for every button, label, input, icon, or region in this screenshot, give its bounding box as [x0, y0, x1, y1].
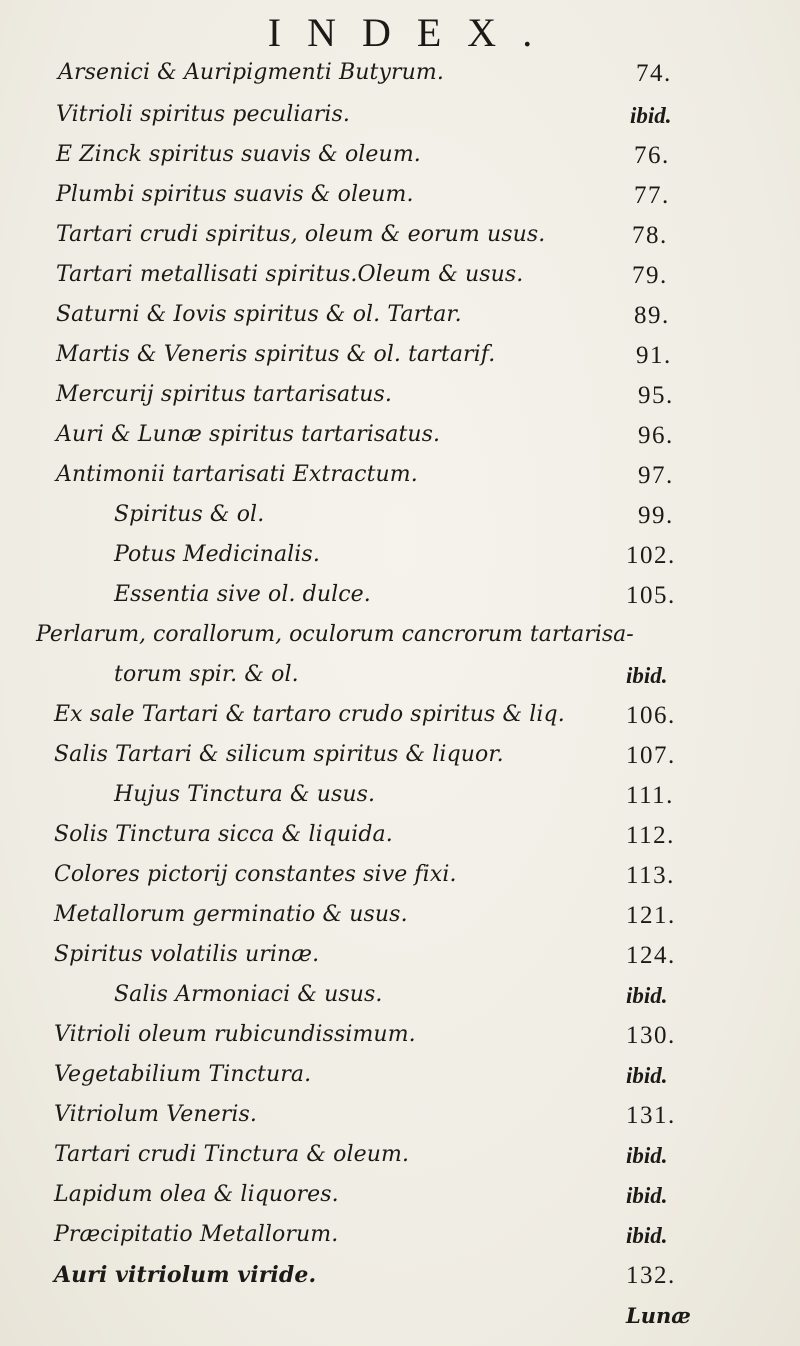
entry-page: 113. [626, 862, 675, 889]
entry-page: 112. [626, 822, 675, 849]
entry-title: Mercurij spiritus tartarisatus. [56, 382, 392, 407]
index-entry [0, 258, 800, 298]
index-entry [0, 1218, 800, 1258]
index-entry [0, 178, 800, 218]
entry-page: 97. [638, 462, 674, 489]
entry-title: Perlarum, corallorum, oculorum cancrorum tartarisa- [36, 622, 634, 647]
entry-title: Antimonii tartarisati Extractum. [56, 462, 418, 487]
index-entry [0, 1178, 800, 1218]
entry-title: Vitrioli spiritus peculiaris. [56, 102, 351, 127]
entry-title: Potus Medicinalis. [114, 542, 320, 567]
entry-page: 107. [626, 742, 676, 769]
entry-title: Vitriolum Veneris. [54, 1102, 257, 1127]
entry-page: 96. [638, 422, 674, 449]
entry-page: 106. [626, 702, 676, 729]
index-entry [0, 1018, 800, 1058]
entry-title: Auri vitriolum viride. [54, 1262, 317, 1288]
entry-page: 99. [638, 502, 674, 529]
entry-title: Præcipitatio Metallorum. [54, 1222, 339, 1247]
entry-page: 105. [626, 582, 676, 609]
entry-title: Spiritus volatilis urinæ. [54, 942, 320, 967]
index-entry [0, 658, 800, 698]
index-entry [0, 1138, 800, 1178]
entry-title: Solis Tinctura sicca & liquida. [54, 822, 393, 847]
index-entry [0, 538, 800, 578]
entry-title: Ex sale Tartari & tartaro crudo spiritus & liq. [54, 702, 565, 727]
entry-page: ibid. [626, 1143, 668, 1168]
index-entry [0, 218, 800, 258]
index-entry [0, 978, 800, 1018]
entry-page: ibid. [626, 1223, 668, 1248]
entry-title: E Zinck spiritus suavis & oleum. [56, 142, 421, 167]
entry-page: 124. [626, 942, 676, 969]
index-entry [0, 138, 800, 178]
entry-title: Spiritus & ol. [114, 502, 265, 527]
entry-title: Metallorum germinatio & usus. [54, 902, 408, 927]
entry-page: 131. [626, 1102, 676, 1129]
index-entry [0, 56, 800, 96]
index-entry [0, 938, 800, 978]
entry-page: ibid. [626, 983, 668, 1008]
index-entry [0, 1258, 800, 1298]
index-entry [0, 578, 800, 618]
index-entry [0, 338, 800, 378]
entry-page: 111. [626, 782, 674, 809]
entry-title: Martis & Veneris spiritus & ol. tartarif. [56, 342, 496, 367]
index-entry [0, 858, 800, 898]
entry-title: Hujus Tinctura & usus. [114, 782, 376, 807]
entry-title: Salis Tartari & silicum spiritus & liquor. [54, 742, 504, 767]
index-entry [0, 458, 800, 498]
entry-page: 76. [634, 142, 670, 169]
entry-page: 91. [636, 342, 672, 369]
entry-page: 78. [632, 222, 668, 249]
entry-page: ibid. [626, 663, 668, 688]
entry-title: Vegetabilium Tinctura. [54, 1062, 312, 1087]
entry-page: 95. [638, 382, 674, 409]
entry-page: 102. [626, 542, 676, 569]
entry-title: Saturni & Iovis spiritus & ol. Tartar. [56, 302, 462, 327]
catchword: Lunæ [626, 1303, 691, 1328]
entry-title: Plumbi spiritus suavis & oleum. [56, 182, 414, 207]
entry-page: 130. [626, 1022, 676, 1049]
entry-title: Auri & Lunæ spiritus tartarisatus. [56, 422, 441, 447]
index-entry [0, 818, 800, 858]
entry-page: 132. [626, 1262, 676, 1289]
index-entry [0, 378, 800, 418]
index-entry [0, 738, 800, 778]
index-entry [0, 1098, 800, 1138]
index-entry [0, 298, 800, 338]
index-entry [0, 698, 800, 738]
entry-page: ibid. [630, 103, 672, 128]
index-entry [0, 618, 800, 658]
entry-title: Arsenici & Auripigmenti Butyrum. [58, 60, 444, 85]
entry-title: Lapidum olea & liquores. [54, 1182, 339, 1207]
entry-page: ibid. [626, 1063, 668, 1088]
entry-page: 79. [632, 262, 668, 289]
entry-page: 89. [634, 302, 670, 329]
entry-page: 77. [634, 182, 670, 209]
entry-page: 121. [626, 902, 676, 929]
index-entry [0, 418, 800, 458]
entry-title: Tartari crudi Tinctura & oleum. [54, 1142, 410, 1167]
index-entry [0, 898, 800, 938]
page-header: INDEX. [267, 10, 559, 55]
entry-title: Tartari metallisati spiritus.Oleum & usus. [56, 262, 524, 287]
index-entry [0, 498, 800, 538]
entry-title: torum spir. & ol. [114, 662, 299, 687]
entry-title: Essentia sive ol. dulce. [114, 582, 371, 607]
entry-page: ibid. [626, 1183, 668, 1208]
entry-title: Vitrioli oleum rubicundissimum. [54, 1022, 416, 1047]
index-entry [0, 98, 800, 138]
entry-page: 74. [636, 60, 672, 87]
entry-title: Salis Armoniaci & usus. [114, 982, 383, 1007]
entry-title: Colores pictorij constantes sive fixi. [54, 862, 457, 887]
index-entry [0, 1058, 800, 1098]
entry-title: Tartari crudi spiritus, oleum & eorum usus. [56, 222, 546, 247]
index-entry [0, 778, 800, 818]
